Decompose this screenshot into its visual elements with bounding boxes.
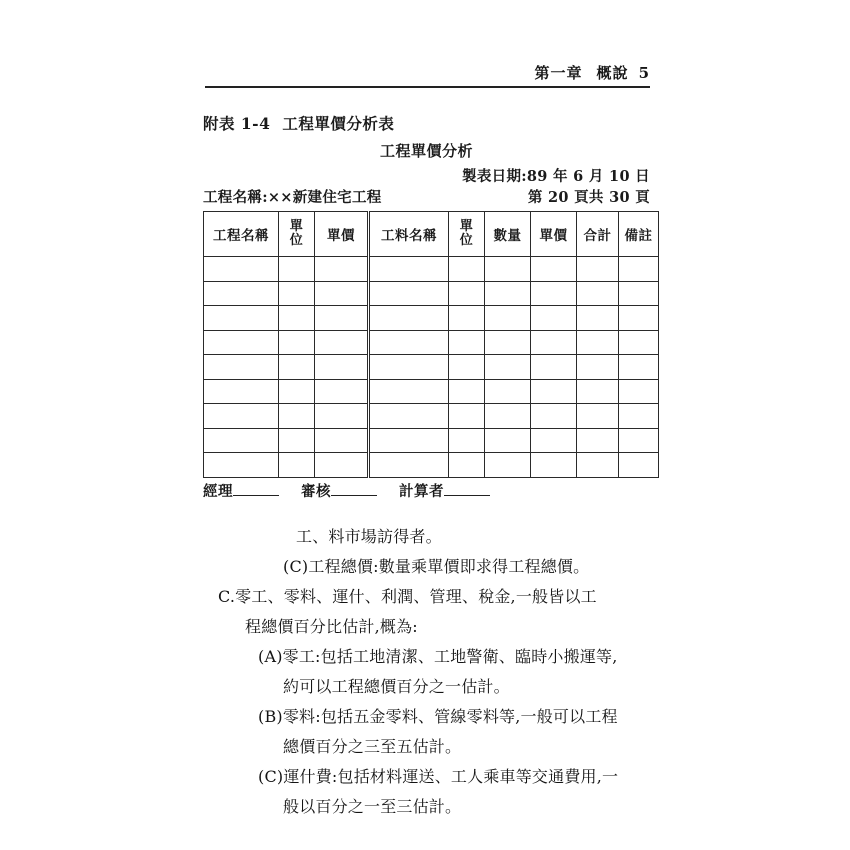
table-cell[interactable] [619,355,659,380]
table-cell[interactable] [531,404,577,429]
table-cell[interactable] [315,428,369,453]
table-cell[interactable] [315,453,369,478]
table-cell[interactable] [369,257,449,282]
table-header-label: 工料名稱 [381,228,437,244]
table-cell[interactable] [449,306,485,331]
table-cell[interactable] [279,453,315,478]
table-cell[interactable] [315,355,369,380]
table-header-cell-1 [204,212,279,257]
table-cell[interactable] [204,404,279,429]
table-cell[interactable] [449,330,485,355]
table-header-cell-8 [577,212,619,257]
table-cell[interactable] [531,355,577,380]
table-cell[interactable] [531,428,577,453]
table-header-label: 工程名稱 [213,228,269,244]
table-body [204,257,659,478]
header-divider-rule [205,86,650,88]
table-cell[interactable] [531,379,577,404]
body-prose [203,522,663,822]
table-cell[interactable] [315,330,369,355]
form-project-line: 工程名稱:××新建住宅工程 [203,189,382,206]
table-header-cell-4 [369,212,449,257]
table-header-label: 備註 [624,228,653,244]
table-cell[interactable] [204,257,279,282]
signature-label-2: 審核 [301,483,331,500]
table-cell[interactable] [449,453,485,478]
table-cell[interactable] [485,453,531,478]
table-row [204,257,659,282]
table-cell[interactable] [531,306,577,331]
table-row [204,428,659,453]
table-cell[interactable] [485,379,531,404]
table-cell[interactable] [449,379,485,404]
table-header-cell-3 [315,212,369,257]
table-cell[interactable] [279,379,315,404]
table-cell[interactable] [279,404,315,429]
table-header-cell-9 [619,212,659,257]
table-row [204,281,659,306]
table-cell[interactable] [279,281,315,306]
signature-blank-3[interactable] [444,495,490,496]
table-cell[interactable] [279,428,315,453]
table-cell[interactable] [577,453,619,478]
figure-caption-text: 工程單價分析表 [282,114,395,133]
table-cell[interactable] [369,428,449,453]
form-title: 工程單價分析 [379,142,473,160]
table-cell[interactable] [531,453,577,478]
table-cell[interactable] [577,306,619,331]
figure-label: 附表 1-4 [203,114,271,133]
table-header-cell-6 [485,212,531,257]
table-cell[interactable] [485,306,531,331]
table-cell[interactable] [485,355,531,380]
table-cell[interactable] [449,404,485,429]
table-row [204,306,659,331]
table-row [204,453,659,478]
table-row [204,355,659,380]
table-cell[interactable] [577,404,619,429]
form-date-line: 製表日期:89 年 6 月 10 日 [462,168,650,185]
table-cell[interactable] [449,257,485,282]
table-cell[interactable] [619,306,659,331]
table-header-cell-5 [449,212,485,257]
table-cell[interactable] [619,428,659,453]
table-cell[interactable] [619,453,659,478]
signature-label-1: 經理 [203,483,233,500]
table-header-cell-2 [279,212,315,257]
running-head-section: 概說 [596,64,629,82]
prose-line-7: (B)零料:包括五金零料、管線零料等,一般可以工程 [258,707,618,726]
table-cell[interactable] [577,379,619,404]
table-cell[interactable] [531,330,577,355]
table-cell[interactable] [204,355,279,380]
table-cell[interactable] [369,453,449,478]
table-cell[interactable] [279,330,315,355]
prose-line-9: (C)運什費:包括材料運送、工人乘車等交通費用,一 [258,767,619,786]
signature-blank-2[interactable] [331,495,377,496]
prose-line-6: 約可以工程總價百分之一估計。 [283,677,510,696]
table-cell[interactable] [369,404,449,429]
table-header-label: 數量 [493,228,522,244]
table-cell[interactable] [204,306,279,331]
signature-label-3: 計算者 [399,483,444,500]
table-cell[interactable] [369,330,449,355]
prose-line-2: (C)工程總價:數量乘單價即求得工程總價。 [283,557,590,576]
table-cell[interactable] [315,404,369,429]
table-cell[interactable] [204,330,279,355]
table-header-label: 單 位 [459,219,474,248]
table-header-cell-7 [531,212,577,257]
prose-line-1: 工、料市場訪得者。 [296,527,442,546]
table-cell[interactable] [619,404,659,429]
table-cell[interactable] [531,257,577,282]
table-cell[interactable] [577,281,619,306]
table-cell[interactable] [315,281,369,306]
table-cell[interactable] [619,379,659,404]
table-cell[interactable] [279,306,315,331]
table-cell[interactable] [204,379,279,404]
table-cell[interactable] [204,453,279,478]
table-row [204,404,659,429]
table-cell[interactable] [369,281,449,306]
prose-line-5: (A)零工:包括工地清潔、工地警衛、臨時小搬運等, [258,647,618,666]
table-cell[interactable] [619,257,659,282]
table-header-row [204,212,659,257]
prose-line-3: C.零工、零料、運什、利潤、管理、稅金,一般皆以工 [218,587,597,606]
table-cell[interactable] [279,355,315,380]
table-cell[interactable] [619,281,659,306]
table-cell[interactable] [369,379,449,404]
table-row [204,330,659,355]
table-cell[interactable] [485,428,531,453]
table-cell[interactable] [279,257,315,282]
signature-blank-1[interactable] [233,495,279,496]
form-page-line: 第 20 頁共 30 頁 [527,189,650,206]
figure-caption [203,112,394,134]
table-cell[interactable] [315,257,369,282]
running-head-page-number: 5 [638,64,650,82]
table-cell[interactable] [485,330,531,355]
running-head [205,62,650,83]
table-header-label: 單價 [327,228,355,244]
form-meta-row [203,186,650,207]
unit-price-analysis-table-wrapper [203,211,653,478]
prose-line-10: 般以百分之一至三估計。 [283,797,462,816]
table-cell[interactable] [369,355,449,380]
table-cell[interactable] [577,355,619,380]
table-cell[interactable] [369,306,449,331]
table-cell[interactable] [204,281,279,306]
table-cell[interactable] [449,428,485,453]
table-header-label: 單 位 [289,219,304,248]
table-cell[interactable] [449,281,485,306]
table-header-label: 合計 [583,228,612,244]
table-row [204,379,659,404]
table-cell[interactable] [577,330,619,355]
running-head-chapter: 第一章 [534,64,583,82]
signature-line [203,480,490,501]
table-cell[interactable] [449,355,485,380]
table-cell[interactable] [315,379,369,404]
table-cell[interactable] [531,281,577,306]
prose-line-4: 程總價百分比估計,概為: [245,617,418,636]
table-cell[interactable] [315,306,369,331]
table-cell[interactable] [204,428,279,453]
table-cell[interactable] [577,428,619,453]
table-cell[interactable] [485,404,531,429]
table-cell[interactable] [485,257,531,282]
prose-line-8: 總價百分之三至五估計。 [283,737,462,756]
table-header-label: 單價 [539,228,568,244]
unit-price-analysis-table [203,211,659,478]
table-cell[interactable] [577,257,619,282]
table-cell[interactable] [619,330,659,355]
table-cell[interactable] [485,281,531,306]
